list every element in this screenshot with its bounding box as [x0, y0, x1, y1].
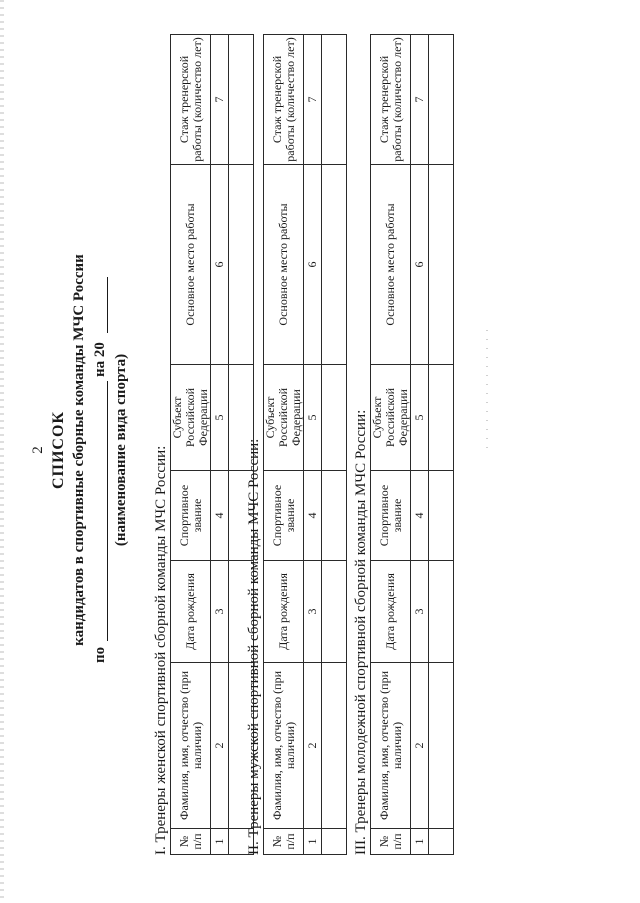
section-heading: I. Тренеры женской спортивной сборной команды МЧС России:	[153, 445, 169, 855]
table-cell	[429, 35, 454, 165]
column-number: 2	[304, 663, 322, 829]
column-number: 4	[304, 471, 322, 561]
table-cell	[429, 829, 454, 855]
empty-entry-row	[322, 35, 347, 855]
col-header-region: Субъект Российской Федерации	[171, 365, 211, 471]
column-number: 7	[304, 35, 322, 165]
column-number: 1	[411, 829, 429, 855]
column-number: 5	[304, 365, 322, 471]
col-header-full-name: Фамилия, имя, отчество (при наличии)	[171, 663, 211, 829]
table-cell	[429, 165, 454, 365]
col-header-full-name: Фамилия, имя, отчество (при наличии)	[264, 663, 304, 829]
column-number: 3	[411, 561, 429, 663]
section-heading: III. Тренеры молодежной спортивной сборной команды МЧС России:	[353, 409, 369, 855]
table-header-row	[171, 35, 211, 855]
column-number: 5	[211, 365, 229, 471]
col-header-number: № п/п	[264, 829, 304, 855]
col-header-workplace: Основное место работы	[171, 165, 211, 365]
table-cell	[429, 365, 454, 471]
column-number: 2	[411, 663, 429, 829]
column-number: 5	[411, 365, 429, 471]
table-cell	[429, 561, 454, 663]
table-cell	[429, 471, 454, 561]
rotated-form-sheet	[0, 15, 470, 885]
empty-entry-row	[429, 35, 454, 855]
col-header-number: № п/п	[171, 829, 211, 855]
line-prefix: по	[92, 646, 108, 663]
scan-dot-artifact	[486, 330, 488, 450]
col-header-sport-title: Спортивное звание	[371, 471, 411, 561]
column-number: 1	[211, 829, 229, 855]
col-header-birth-date: Дата рождения	[171, 561, 211, 663]
column-number: 6	[304, 165, 322, 365]
col-header-full-name: Фамилия, имя, отчество (при наличии)	[371, 663, 411, 829]
column-number: 3	[211, 561, 229, 663]
column-number-row	[211, 35, 229, 855]
sport-fill-line	[92, 143, 110, 663]
table-cell	[322, 165, 347, 365]
line-year-label: на 20	[92, 342, 108, 377]
candidates-table	[170, 34, 254, 855]
col-header-birth-date: Дата рождения	[371, 561, 411, 663]
column-number: 6	[211, 165, 229, 365]
year-blank	[107, 277, 108, 333]
section-heading: II. Тренеры мужской спортивной сборной команды МЧС России:	[246, 438, 262, 855]
sport-name-hint: (наименование вида спорта)	[113, 353, 129, 547]
table-header-row	[264, 35, 304, 855]
document-title: СПИСОК	[50, 410, 67, 490]
col-header-sport-title: Спортивное звание	[264, 471, 304, 561]
page-number: 2	[30, 446, 46, 454]
table-cell	[322, 829, 347, 855]
section-women	[152, 35, 254, 855]
table-header-row	[371, 35, 411, 855]
column-number: 4	[411, 471, 429, 561]
table-cell	[322, 365, 347, 471]
col-header-coaching-years: Стаж тренерской работы (количество лет)	[371, 35, 411, 165]
column-number: 1	[304, 829, 322, 855]
col-header-coaching-years: Стаж тренерской работы (количество лет)	[171, 35, 211, 165]
table-cell	[322, 471, 347, 561]
table-cell	[322, 35, 347, 165]
sport-name-blank	[107, 381, 108, 641]
table-cell	[429, 663, 454, 829]
column-number: 4	[211, 471, 229, 561]
col-header-sport-title: Спортивное звание	[171, 471, 211, 561]
column-number-row	[304, 35, 322, 855]
col-header-number: № п/п	[371, 829, 411, 855]
col-header-coaching-years: Стаж тренерской работы (количество лет)	[264, 35, 304, 165]
col-header-region: Субъект Российской Федерации	[264, 365, 304, 471]
column-number: 7	[211, 35, 229, 165]
table-cell	[322, 663, 347, 829]
col-header-workplace: Основное место работы	[371, 165, 411, 365]
column-number-row	[411, 35, 429, 855]
column-number: 7	[411, 35, 429, 165]
column-number: 3	[304, 561, 322, 663]
column-number: 2	[211, 663, 229, 829]
col-header-birth-date: Дата рождения	[264, 561, 304, 663]
document-subtitle: кандидатов в спортивные сборные команды МЧС России	[71, 254, 87, 646]
candidates-table	[263, 34, 347, 855]
table-cell	[322, 561, 347, 663]
column-number: 6	[411, 165, 429, 365]
section-men	[245, 35, 347, 855]
col-header-workplace: Основное место работы	[264, 165, 304, 365]
section-youth	[352, 35, 454, 855]
col-header-region: Субъект Российской Федерации	[371, 365, 411, 471]
candidates-table	[370, 34, 454, 855]
